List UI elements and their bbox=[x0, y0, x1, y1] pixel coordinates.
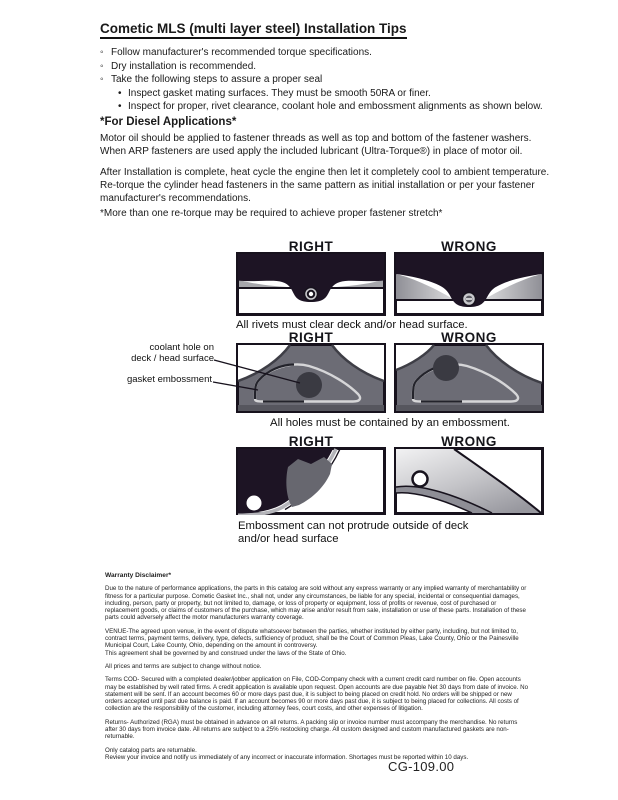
coolant-hole-annotation: coolant hole on deck / head surface bbox=[131, 342, 214, 364]
embossment-protrusion-right-diagram bbox=[236, 447, 386, 515]
diesel-paragraph-2: After Installation is complete, heat cycle the engine then let it completely cool to ambient temperature. Re-torque the cylinder head fasteners in the same pattern as initial installation or per your fastener manufacturer's recommendations. bbox=[100, 167, 550, 204]
diesel-paragraph-1: Motor oil should be applied to fastener threads as well as top and bottom of the fastener washers. When ARP fasteners are used apply the included lubricant (Ultra-Torque®) in place of motor oil. bbox=[100, 133, 532, 157]
warranty-disclaimer-heading: Warranty Disclaimer* bbox=[105, 572, 172, 579]
row3-panels bbox=[236, 447, 544, 515]
disclaimer-paragraph: Terms COD- Secured with a completed dealer/jobber application on File, COD-Company check with a current credit card number on file. Open accounts may be established by well rated firms. A credit application is available upon request. Open accounts are due payable Net 30 days from date of invoice. No statement will be sent. If an account becomes 60 or more days past due, it is subject to being placed on credit hold. No orders will be shipped or new orders accepted until past due balance is paid. If an account becomes 90 or more days past due, it is subject to being placed for collections. All costs of collection are the responsibility of the customer, including attorney fees, court costs, and other expenses of litigation. bbox=[105, 676, 529, 713]
tip-subitem: • Inspect gasket mating surfaces. They must be smooth 50RA or finer. bbox=[117, 87, 552, 101]
disclaimer-paragraph: Only catalog parts are returnable. bbox=[105, 746, 197, 754]
right-label: RIGHT bbox=[288, 239, 334, 254]
warranty-disclaimer bbox=[105, 572, 529, 761]
page-code: CG-109.00 bbox=[388, 759, 455, 774]
wrong-label: WRONG bbox=[441, 330, 497, 345]
disclaimer-paragraph: Review your invoice and notify us immediately of any incorrect or inaccurate information. Shortages must be reported within 10 days. bbox=[105, 753, 469, 761]
disclaimer-paragraph: Returns- Authorized (RGA) must be obtained in advance on all returns. A packing slip or invoice number must accompany the merchandise. No returns after 30 days from invoice date. All returns are subject to a 25% restocking charge. All custom designed and custom manufactured gaskets are non-returnable. bbox=[105, 718, 518, 741]
rivet-clearance-right-diagram bbox=[236, 252, 386, 316]
row1-caption: All rivets must clear deck and/or head surface. bbox=[236, 319, 468, 331]
right-label: RIGHT bbox=[288, 434, 334, 449]
diesel-applications-heading: *For Diesel Applications* bbox=[100, 116, 237, 128]
row2-caption: All holes must be contained by an embossment. bbox=[270, 417, 510, 429]
tips-list bbox=[100, 46, 552, 114]
embossment-containment-right-diagram bbox=[236, 343, 386, 413]
wrong-label: WRONG bbox=[441, 434, 497, 449]
embossment-containment-wrong-diagram bbox=[394, 343, 544, 413]
rivet-clearance-wrong-diagram bbox=[394, 252, 544, 316]
disclaimer-paragraph: Due to the nature of performance applications, the parts in this catalog are sold without any express warranty or any implied warranty of merchantability or fitness for a particular purpose. Cometic Gasket Inc., shall not, under any circumstances, be liable for any special, incidental or consequential damages, including, person, party or property, but not limited to, damage, or loss of property or equipment, loss of profits or revenue, cost of purchased or replacement goods, or claims of customers of the purchase, which may arise and/or result from sale, installation or use of these parts. Installation of these parts could adversely affect the motor manufacturers warranty coverage. bbox=[105, 585, 527, 622]
row2-panels bbox=[236, 343, 544, 413]
retorque-note: *More than one re-torque may be required to achieve proper fastener stretch* bbox=[100, 208, 443, 219]
tip-item: ◦ Take the following steps to assure a proper seal bbox=[100, 73, 552, 87]
disclaimer-paragraph: VENUE-The agreed upon venue, in the event of dispute whatsoever between the parties, whether instituted by either party, including, but not limited to, contract terms, payment terms, delivery, type, defects, sufficiency of product, shall be the Court of Common Pleas, Lake County, Ohio or the Painesville Municipal Court, Lake County, Ohio, depending on the amount in controversy. bbox=[105, 627, 519, 650]
row1-panels bbox=[236, 252, 544, 316]
embossment-protrusion-wrong-diagram bbox=[394, 447, 544, 515]
disclaimer-paragraph: This agreement shall be governed by and construed under the laws of the State of Ohio. bbox=[105, 649, 347, 657]
tip-subitem: • Inspect for proper, rivet clearance, coolant hole and embossment alignments as shown below. bbox=[117, 100, 552, 114]
gasket-embossment-annotation: gasket embossment bbox=[126, 374, 212, 385]
tip-item: ◦ Dry installation is recommended. bbox=[100, 60, 552, 74]
row3-caption: Embossment can not protrude outside of deck and/or head surface bbox=[238, 520, 469, 545]
page-title: Cometic MLS (multi layer steel) Installation Tips bbox=[100, 21, 407, 39]
wrong-label: WRONG bbox=[441, 239, 497, 254]
disclaimer-paragraph: All prices and terms are subject to change without notice. bbox=[105, 662, 262, 670]
right-label: RIGHT bbox=[288, 330, 334, 345]
tip-item: ◦ Follow manufacturer's recommended torque specifications. bbox=[100, 46, 552, 60]
